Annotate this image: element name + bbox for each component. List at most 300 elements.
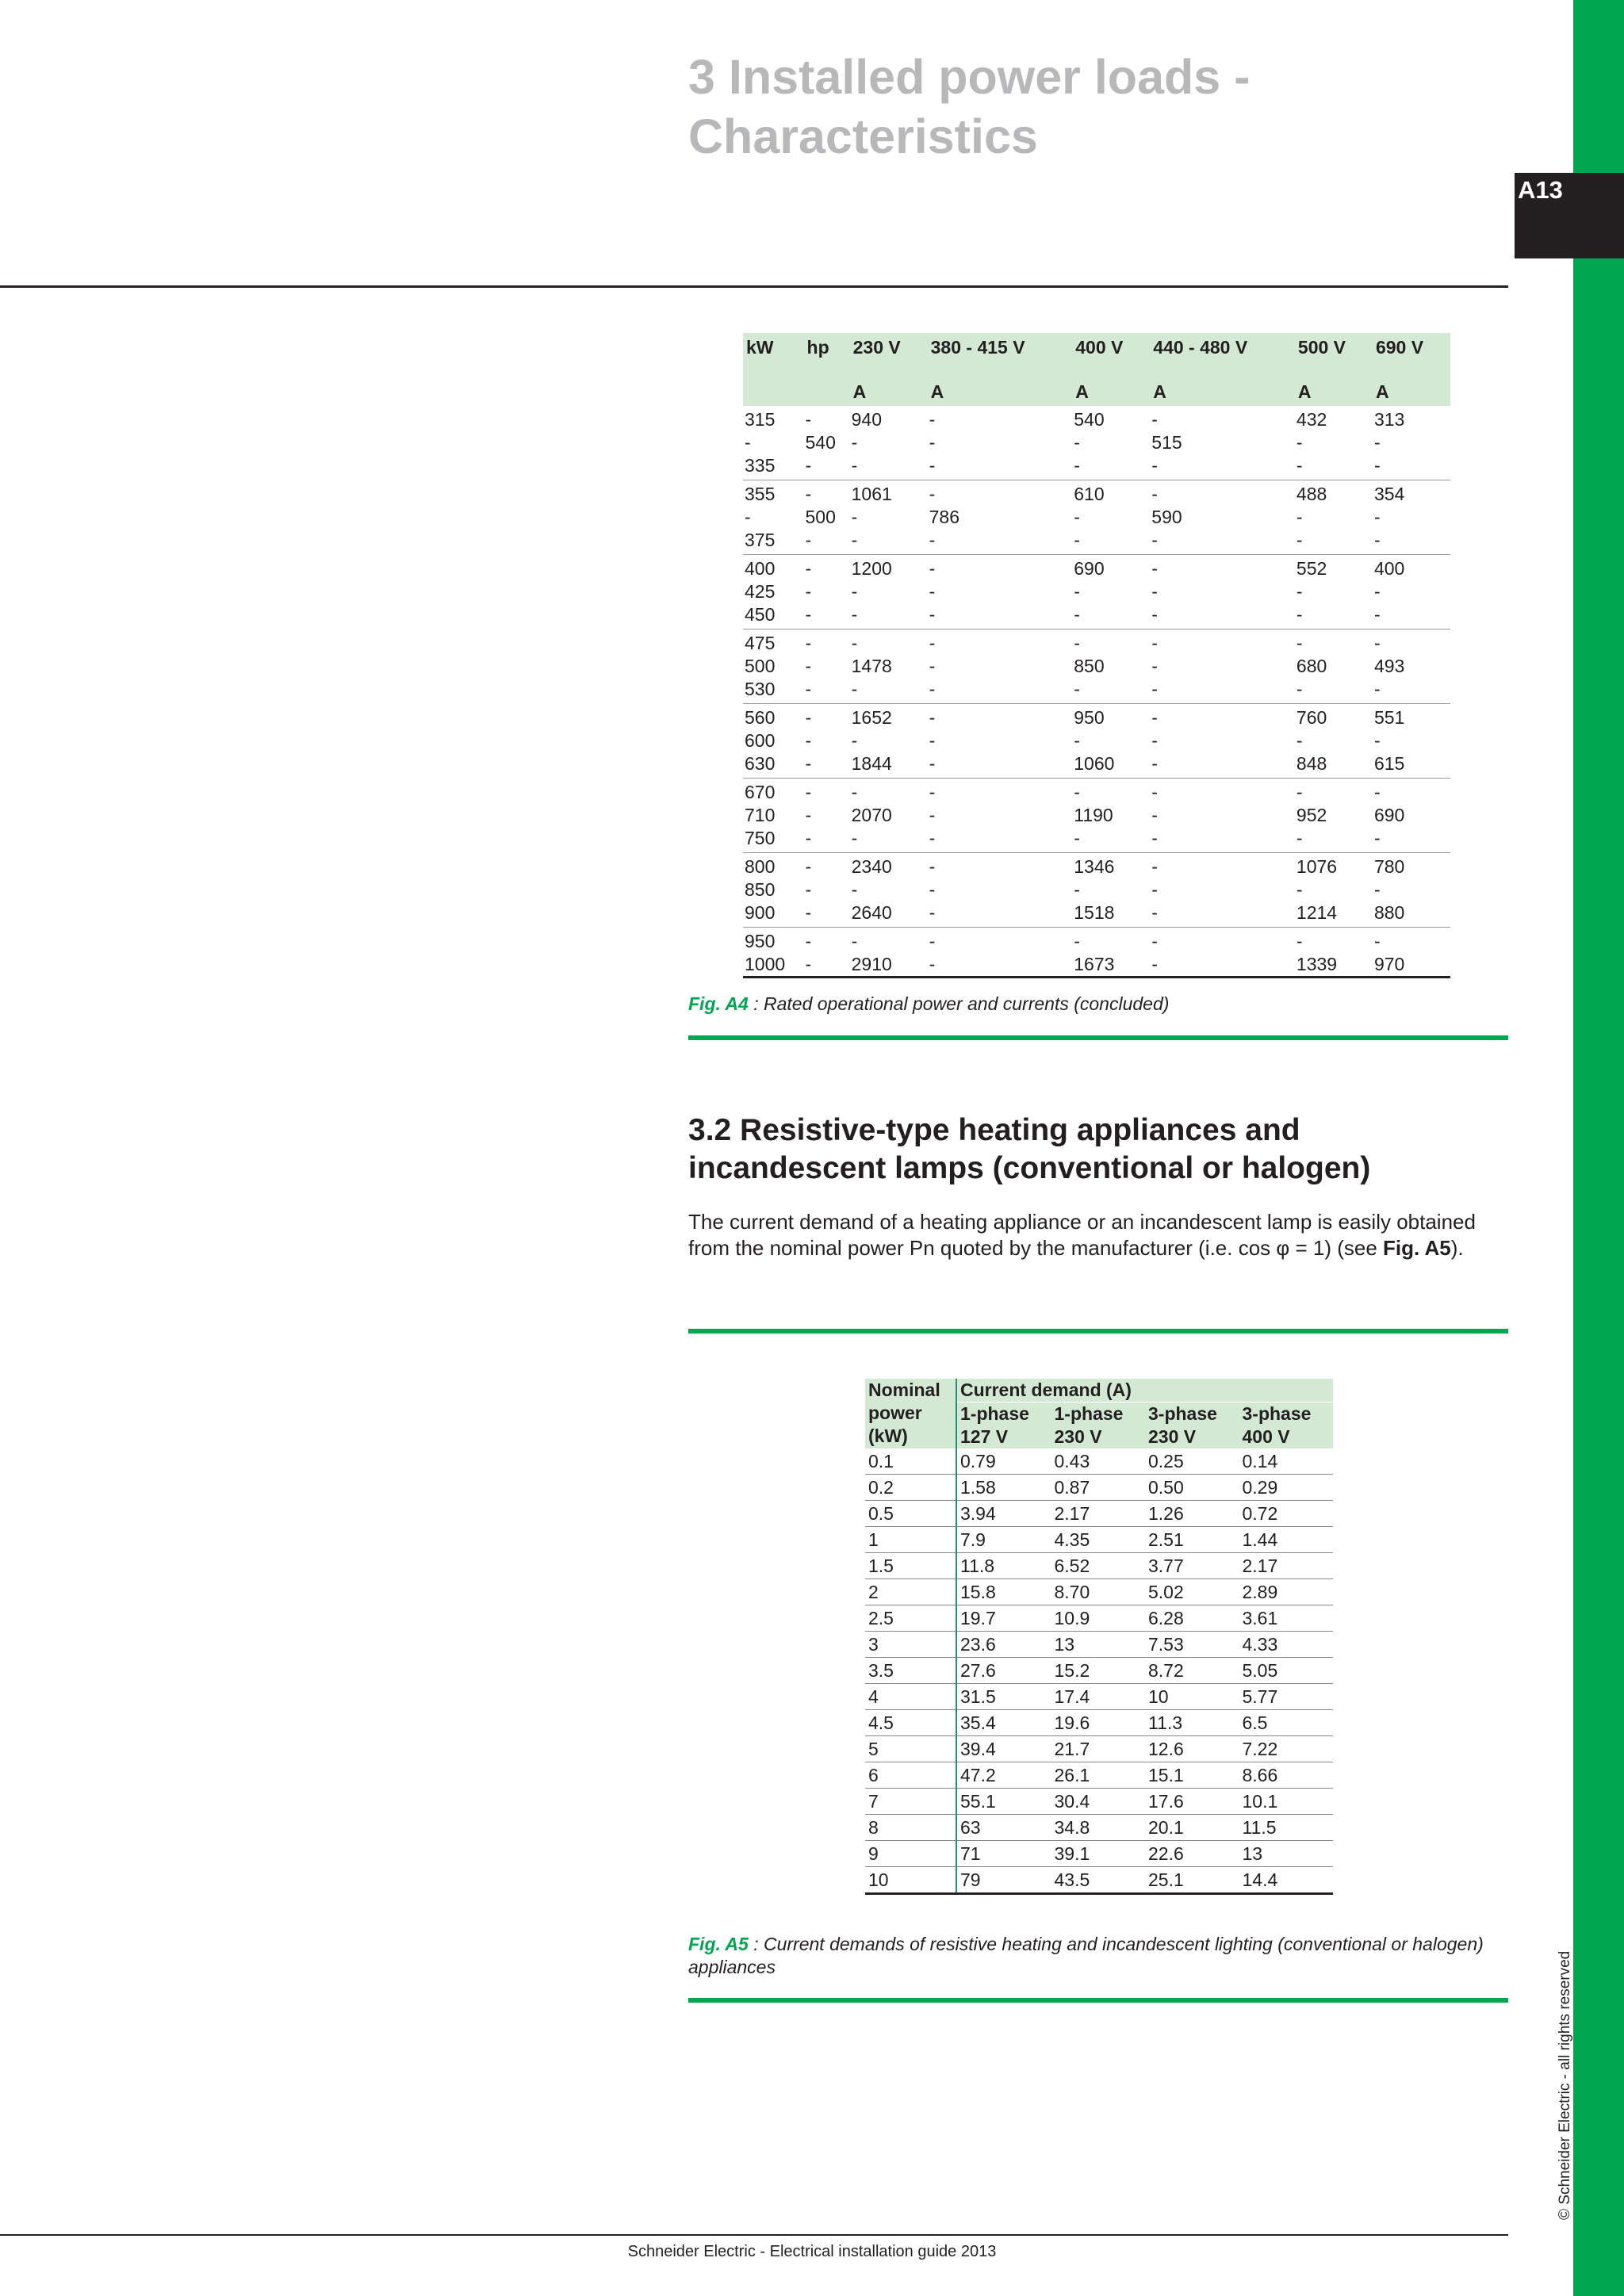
- table-cell: -: [805, 633, 812, 653]
- table-cell: 760: [1296, 707, 1327, 728]
- table-cell: -: [1151, 558, 1158, 579]
- table-cell: 2070: [851, 805, 892, 825]
- chapter-title-line1: 3 Installed power loads -: [688, 50, 1251, 104]
- table-cell: -: [805, 805, 812, 825]
- table-cell: -: [929, 558, 936, 579]
- table-cell: -: [928, 901, 1073, 928]
- table-row: [865, 1762, 1333, 1789]
- table-cell: -: [928, 953, 1073, 978]
- table-cell: -: [929, 782, 936, 802]
- table-cell: -: [929, 581, 936, 602]
- table-cell: 1214: [1295, 901, 1373, 928]
- table-cell: 615: [1373, 752, 1450, 779]
- table-cell: -: [1151, 805, 1158, 825]
- section-body-text: [688, 1209, 1481, 1261]
- table-cell: 450: [743, 603, 804, 629]
- table-cell: 800: [745, 856, 776, 877]
- table-cell: -: [1296, 730, 1303, 751]
- table-row: [865, 1684, 1333, 1710]
- table-cell: 23.6: [956, 1632, 1051, 1658]
- table-cell: -: [1295, 827, 1373, 853]
- table-cell: 5.05: [1239, 1658, 1334, 1684]
- table-cell: -: [1295, 678, 1373, 704]
- table-cell: 1190: [1074, 805, 1113, 825]
- section-divider: [688, 1329, 1508, 1334]
- table-cell: -: [804, 678, 850, 704]
- table-cell: -: [804, 603, 850, 629]
- table-cell: -: [1295, 529, 1373, 555]
- table-row: [743, 729, 1450, 752]
- table-cell: 2.89: [1239, 1579, 1334, 1605]
- table-cell: -: [851, 931, 858, 951]
- table-cell: 63: [956, 1815, 1051, 1841]
- table-cell: -: [851, 432, 858, 453]
- table-cell: -: [804, 529, 850, 555]
- table-cell: 0.25: [1145, 1448, 1239, 1475]
- table-cell: 335: [743, 454, 804, 480]
- table-cell: -: [1373, 879, 1381, 900]
- table-row: [865, 1448, 1333, 1475]
- table-cell: -: [929, 805, 936, 825]
- table-cell: -: [1151, 484, 1158, 504]
- table-cell: -: [1296, 931, 1303, 951]
- table-cell: -: [1151, 581, 1158, 602]
- header-unit: A: [1297, 381, 1312, 402]
- table-cell: 375: [743, 529, 804, 555]
- table-cell: 530: [743, 678, 804, 704]
- table-cell: 6: [865, 1762, 956, 1789]
- table-cell: -: [1150, 901, 1295, 928]
- header-cell: [804, 333, 850, 406]
- table-cell: -: [1150, 953, 1295, 978]
- table-cell: -: [1373, 603, 1450, 629]
- table-row: [865, 1475, 1333, 1501]
- table-cell: -: [805, 931, 812, 951]
- table-cell: 19.6: [1051, 1710, 1146, 1736]
- table-cell: 6.52: [1051, 1553, 1146, 1579]
- table-row: [743, 878, 1450, 901]
- table-cell: -: [851, 633, 858, 653]
- table-cell: 950: [1074, 707, 1105, 728]
- fig-a4-caption: [688, 993, 1497, 1016]
- table-cell: 13: [1239, 1841, 1334, 1867]
- header-cell: [1150, 333, 1295, 406]
- table-cell: 7.53: [1145, 1632, 1239, 1658]
- table-cell: -: [1151, 707, 1158, 728]
- table-cell: 952: [1296, 805, 1327, 825]
- header-label: hp: [806, 337, 829, 358]
- page-number-tab: A13: [1515, 173, 1624, 258]
- table-cell: -: [850, 529, 928, 555]
- table-row: [865, 1710, 1333, 1736]
- table-cell: -: [1373, 633, 1381, 653]
- table-cell: 1844: [850, 752, 928, 779]
- table-cell: -: [1150, 678, 1295, 704]
- subheader-cell: 1-phase 127 V: [956, 1402, 1051, 1449]
- table-cell: -: [928, 678, 1073, 704]
- table-cell: -: [1295, 454, 1373, 480]
- table-cell: 15.2: [1051, 1658, 1146, 1684]
- table-cell: 10.1: [1239, 1789, 1334, 1815]
- table-cell: 850: [1074, 656, 1105, 676]
- table-cell: 1076: [1296, 856, 1338, 877]
- table-header-row: [743, 333, 1450, 406]
- table-cell: 551: [1373, 707, 1405, 728]
- table-cell: 8.70: [1051, 1579, 1146, 1605]
- table-cell: 1000: [743, 953, 804, 978]
- header-cell: [1072, 333, 1150, 406]
- table-cell: -: [1072, 678, 1150, 704]
- table-cell: 950: [745, 931, 776, 951]
- table-cell: -: [1074, 581, 1080, 602]
- table-cell: -: [1296, 432, 1303, 453]
- table-cell: -: [851, 879, 858, 900]
- table-cell: 432: [1296, 409, 1327, 430]
- fig-a5-text: : Current demands of resistive heating and incandescent lighting (conventional or halogen) appliances: [688, 1934, 1484, 1977]
- footer-text: Schneider Electric - Electrical installation guide 2013: [627, 2243, 997, 2260]
- rated-power-table: [743, 333, 1450, 978]
- table-cell: -: [928, 827, 1073, 853]
- table-cell: 0.29: [1239, 1475, 1334, 1501]
- table-cell: 2640: [850, 901, 928, 928]
- table-cell: 786: [929, 507, 959, 527]
- table-cell: 780: [1373, 856, 1405, 877]
- body-text-part1: The current demand of a heating appliance or an incandescent lamp is easily obtained from the nominal power Pn quoted by the manufacturer (i.e. cos φ = 1) (see: [688, 1210, 1476, 1260]
- header-cell: [743, 333, 804, 406]
- table-cell: 8: [865, 1815, 956, 1841]
- table-cell: -: [805, 409, 812, 430]
- table-cell: -: [804, 752, 850, 779]
- copyright-notice: © Schneider Electric - all rights reserved: [1557, 1950, 1573, 2220]
- table-cell: 1200: [851, 558, 892, 579]
- table-row: [743, 480, 1450, 507]
- table-cell: -: [805, 879, 812, 900]
- table-cell: -: [1074, 730, 1080, 751]
- header-label: 380 - 415 V: [930, 337, 1025, 358]
- table-cell: -: [1296, 633, 1303, 653]
- nominal-power-header: Nominal power (kW): [865, 1379, 956, 1448]
- table-cell: 0.14: [1239, 1448, 1334, 1475]
- table-cell: -: [1072, 529, 1150, 555]
- table-cell: -: [1373, 581, 1381, 602]
- table-row: [743, 678, 1450, 704]
- subheader-cell: 3-phase 400 V: [1239, 1402, 1334, 1449]
- table-cell: 900: [743, 901, 804, 928]
- table-row: [743, 406, 1450, 431]
- fig-a5-reference: Fig. A5: [1383, 1236, 1451, 1260]
- chapter-title: [688, 48, 1402, 166]
- table-cell: 3.5: [865, 1658, 956, 1684]
- table-cell: 5.02: [1145, 1579, 1239, 1605]
- current-demand-table: [865, 1379, 1333, 1895]
- table-cell: 0.79: [956, 1448, 1051, 1475]
- table-cell: -: [1373, 730, 1381, 751]
- table-cell: -: [851, 730, 858, 751]
- table-cell: -: [1296, 782, 1303, 802]
- table-row: [743, 779, 1450, 805]
- table-cell: -: [805, 782, 812, 802]
- table-cell: 3.61: [1239, 1605, 1334, 1632]
- table-cell: -: [850, 603, 928, 629]
- table-cell: -: [1373, 782, 1381, 802]
- table-cell: 6.5: [1239, 1710, 1334, 1736]
- table-cell: -: [851, 782, 858, 802]
- header-cell: [928, 333, 1073, 406]
- header-rule: [0, 285, 1508, 288]
- table-cell: 5.77: [1239, 1684, 1334, 1710]
- table-cell: 25.1: [1145, 1867, 1239, 1894]
- table-cell: 1.44: [1239, 1527, 1334, 1553]
- table-cell: 13: [1051, 1632, 1146, 1658]
- table-cell: -: [1296, 879, 1303, 900]
- table-cell: 3: [865, 1632, 956, 1658]
- table-cell: 354: [1373, 484, 1405, 504]
- table-cell: 10.9: [1051, 1605, 1146, 1632]
- table-cell: 2: [865, 1579, 956, 1605]
- current-demand-header: Current demand (A): [956, 1379, 1333, 1402]
- table-cell: 12.6: [1145, 1736, 1239, 1762]
- chapter-title-line2: Characteristics: [688, 109, 1038, 163]
- table-row: [743, 603, 1450, 629]
- table-cell: -: [804, 953, 850, 978]
- table-cell: 355: [745, 484, 776, 504]
- table-cell: 540: [805, 432, 836, 453]
- table-cell: 0.1: [865, 1448, 956, 1475]
- table-cell: -: [1074, 432, 1080, 453]
- table-cell: 848: [1295, 752, 1373, 779]
- footer-rule: [0, 2234, 1508, 2236]
- table-row: [743, 629, 1450, 656]
- table-cell: 0.50: [1145, 1475, 1239, 1501]
- fig-a5-divider: [688, 1998, 1508, 2003]
- table-cell: -: [1074, 782, 1080, 802]
- table-cell: 15.8: [956, 1579, 1051, 1605]
- table-cell: 630: [743, 752, 804, 779]
- table-cell: 2.17: [1051, 1501, 1146, 1527]
- table-cell: 850: [745, 879, 776, 900]
- table-cell: -: [1296, 507, 1303, 527]
- table-cell: 0.2: [865, 1475, 956, 1501]
- table-cell: 690: [1373, 805, 1405, 825]
- table-cell: -: [805, 730, 812, 751]
- table-cell: 1.5: [865, 1553, 956, 1579]
- table-cell: 4.35: [1051, 1527, 1146, 1553]
- table-row: [865, 1789, 1333, 1815]
- table-cell: -: [1373, 529, 1450, 555]
- table-cell: 0.43: [1051, 1448, 1146, 1475]
- table-cell: -: [1074, 633, 1080, 653]
- table-cell: 15.1: [1145, 1762, 1239, 1789]
- table-row: [743, 752, 1450, 779]
- fig-a4-label: Fig. A4: [688, 993, 749, 1014]
- table-cell: 400: [1373, 558, 1405, 579]
- header-label: 500 V: [1297, 337, 1346, 358]
- table-cell: -: [1373, 507, 1381, 527]
- table-cell: 488: [1296, 484, 1327, 504]
- table-header-row: [865, 1379, 1333, 1402]
- table-cell: -: [1151, 782, 1158, 802]
- table-cell: 690: [1074, 558, 1105, 579]
- table-cell: 500: [805, 507, 836, 527]
- header-unit: A: [1153, 381, 1166, 402]
- table-cell: 680: [1296, 656, 1327, 676]
- table-row: [743, 529, 1450, 555]
- table-row: [743, 804, 1450, 827]
- table-cell: -: [1074, 879, 1080, 900]
- table-cell: -: [929, 879, 936, 900]
- header-unit: A: [1075, 381, 1089, 402]
- table-cell: 313: [1373, 409, 1405, 430]
- table-cell: -: [1373, 454, 1450, 480]
- table-cell: 11.8: [956, 1553, 1051, 1579]
- table-cell: -: [929, 484, 936, 504]
- header-label: 400 V: [1075, 337, 1124, 358]
- table-row: [865, 1605, 1333, 1632]
- body-text-part2: ).: [1450, 1236, 1464, 1260]
- table-cell: 750: [743, 827, 804, 853]
- table-cell: 10: [865, 1867, 956, 1894]
- header-cell: [1295, 333, 1373, 406]
- table-cell: 2.51: [1145, 1527, 1239, 1553]
- table-row: [865, 1527, 1333, 1553]
- table-row: [743, 928, 1450, 954]
- table-cell: 4: [865, 1684, 956, 1710]
- table-cell: -: [850, 678, 928, 704]
- table-cell: 1518: [1072, 901, 1150, 928]
- table-cell: -: [805, 558, 812, 579]
- table-cell: 0.87: [1051, 1475, 1146, 1501]
- table-cell: 940: [851, 409, 882, 430]
- table-cell: 1339: [1295, 953, 1373, 978]
- table-cell: -: [1074, 931, 1080, 951]
- table-cell: 55.1: [956, 1789, 1051, 1815]
- table-cell: -: [805, 656, 812, 676]
- table-cell: 475: [745, 633, 776, 653]
- subheader-cell: 1-phase 230 V: [1051, 1402, 1146, 1449]
- table-cell: -: [1151, 879, 1158, 900]
- table-cell: 1478: [851, 656, 892, 676]
- table-cell: 7.9: [956, 1527, 1051, 1553]
- table-cell: -: [1150, 603, 1295, 629]
- table-cell: -: [1151, 633, 1158, 653]
- fig-a4-divider: [688, 1035, 1508, 1040]
- table-cell: 710: [745, 805, 776, 825]
- table-cell: 7.22: [1239, 1736, 1334, 1762]
- table-cell: 1652: [851, 707, 892, 728]
- table-cell: -: [929, 730, 936, 751]
- table-cell: 22.6: [1145, 1841, 1239, 1867]
- table-row: [743, 953, 1450, 978]
- table-cell: 2910: [850, 953, 928, 978]
- table-cell: 1061: [851, 484, 892, 504]
- table-cell: 1060: [1072, 752, 1150, 779]
- table-cell: -: [929, 707, 936, 728]
- table-cell: 670: [745, 782, 776, 802]
- table-cell: 400: [745, 558, 776, 579]
- table-cell: 39.4: [956, 1736, 1051, 1762]
- table-cell: -: [745, 507, 751, 527]
- header-unit: A: [852, 381, 867, 402]
- table-cell: 1673: [1072, 953, 1150, 978]
- table-row: [865, 1867, 1333, 1894]
- header-cell: [850, 333, 928, 406]
- table-cell: 9: [865, 1841, 956, 1867]
- fig-a5-caption: [688, 1933, 1497, 1979]
- header-label: kW: [746, 337, 774, 358]
- table-cell: -: [1151, 656, 1158, 676]
- table-cell: -: [929, 432, 936, 453]
- table-cell: -: [928, 603, 1073, 629]
- table-row: [743, 506, 1450, 529]
- table-cell: -: [1373, 432, 1381, 453]
- table-cell: -: [928, 752, 1073, 779]
- table-cell: -: [929, 931, 936, 951]
- section-heading-line1: 3.2 Resistive-type heating appliances and: [688, 1113, 1300, 1147]
- table-cell: 880: [1373, 901, 1450, 928]
- table-cell: -: [850, 827, 928, 853]
- table-cell: -: [1373, 931, 1381, 951]
- table-cell: -: [1296, 581, 1303, 602]
- table-row: [743, 655, 1450, 678]
- table-row: [865, 1658, 1333, 1684]
- table-cell: 71: [956, 1841, 1051, 1867]
- table-cell: 11.3: [1145, 1710, 1239, 1736]
- table-cell: 10: [1145, 1684, 1239, 1710]
- subheader-cell: 3-phase 230 V: [1145, 1402, 1239, 1449]
- table-cell: -: [1150, 529, 1295, 555]
- side-accent-bar: [1573, 0, 1624, 2296]
- table-cell: 4.33: [1239, 1632, 1334, 1658]
- table-cell: -: [1151, 730, 1158, 751]
- table-cell: -: [1074, 507, 1080, 527]
- table-cell: 560: [745, 707, 776, 728]
- table-cell: 47.2: [956, 1762, 1051, 1789]
- table-cell: 600: [745, 730, 776, 751]
- table-cell: 3.77: [1145, 1553, 1239, 1579]
- table-row: [865, 1815, 1333, 1841]
- table-cell: 20.1: [1145, 1815, 1239, 1841]
- table-cell: -: [1150, 454, 1295, 480]
- table-cell: -: [928, 454, 1073, 480]
- table-cell: 3.94: [956, 1501, 1051, 1527]
- header-unit: A: [1375, 381, 1389, 402]
- table-cell: 21.7: [1051, 1736, 1146, 1762]
- table-cell: -: [1150, 827, 1295, 853]
- table-cell: 7: [865, 1789, 956, 1815]
- table-cell: 43.5: [1051, 1867, 1146, 1894]
- table-cell: 500: [745, 656, 776, 676]
- table-row: [865, 1501, 1333, 1527]
- section-heading-line2: incandescent lamps (conventional or halogen): [688, 1151, 1371, 1185]
- table-cell: -: [1072, 454, 1150, 480]
- table-row: [865, 1632, 1333, 1658]
- table-cell: -: [805, 707, 812, 728]
- table-cell: 2.5: [865, 1605, 956, 1632]
- table-cell: 0.72: [1239, 1501, 1334, 1527]
- table-cell: 2.17: [1239, 1553, 1334, 1579]
- table-cell: -: [1072, 603, 1150, 629]
- table-cell: 493: [1373, 656, 1405, 676]
- table-row: [865, 1579, 1333, 1605]
- table-cell: 8.66: [1239, 1762, 1334, 1789]
- table-cell: 5: [865, 1736, 956, 1762]
- table-cell: -: [745, 432, 751, 453]
- table-row: [743, 704, 1450, 730]
- table-row: [743, 555, 1450, 581]
- header-label: 230 V: [852, 337, 901, 358]
- table-cell: 1346: [1074, 856, 1115, 877]
- table-cell: 1.26: [1145, 1501, 1239, 1527]
